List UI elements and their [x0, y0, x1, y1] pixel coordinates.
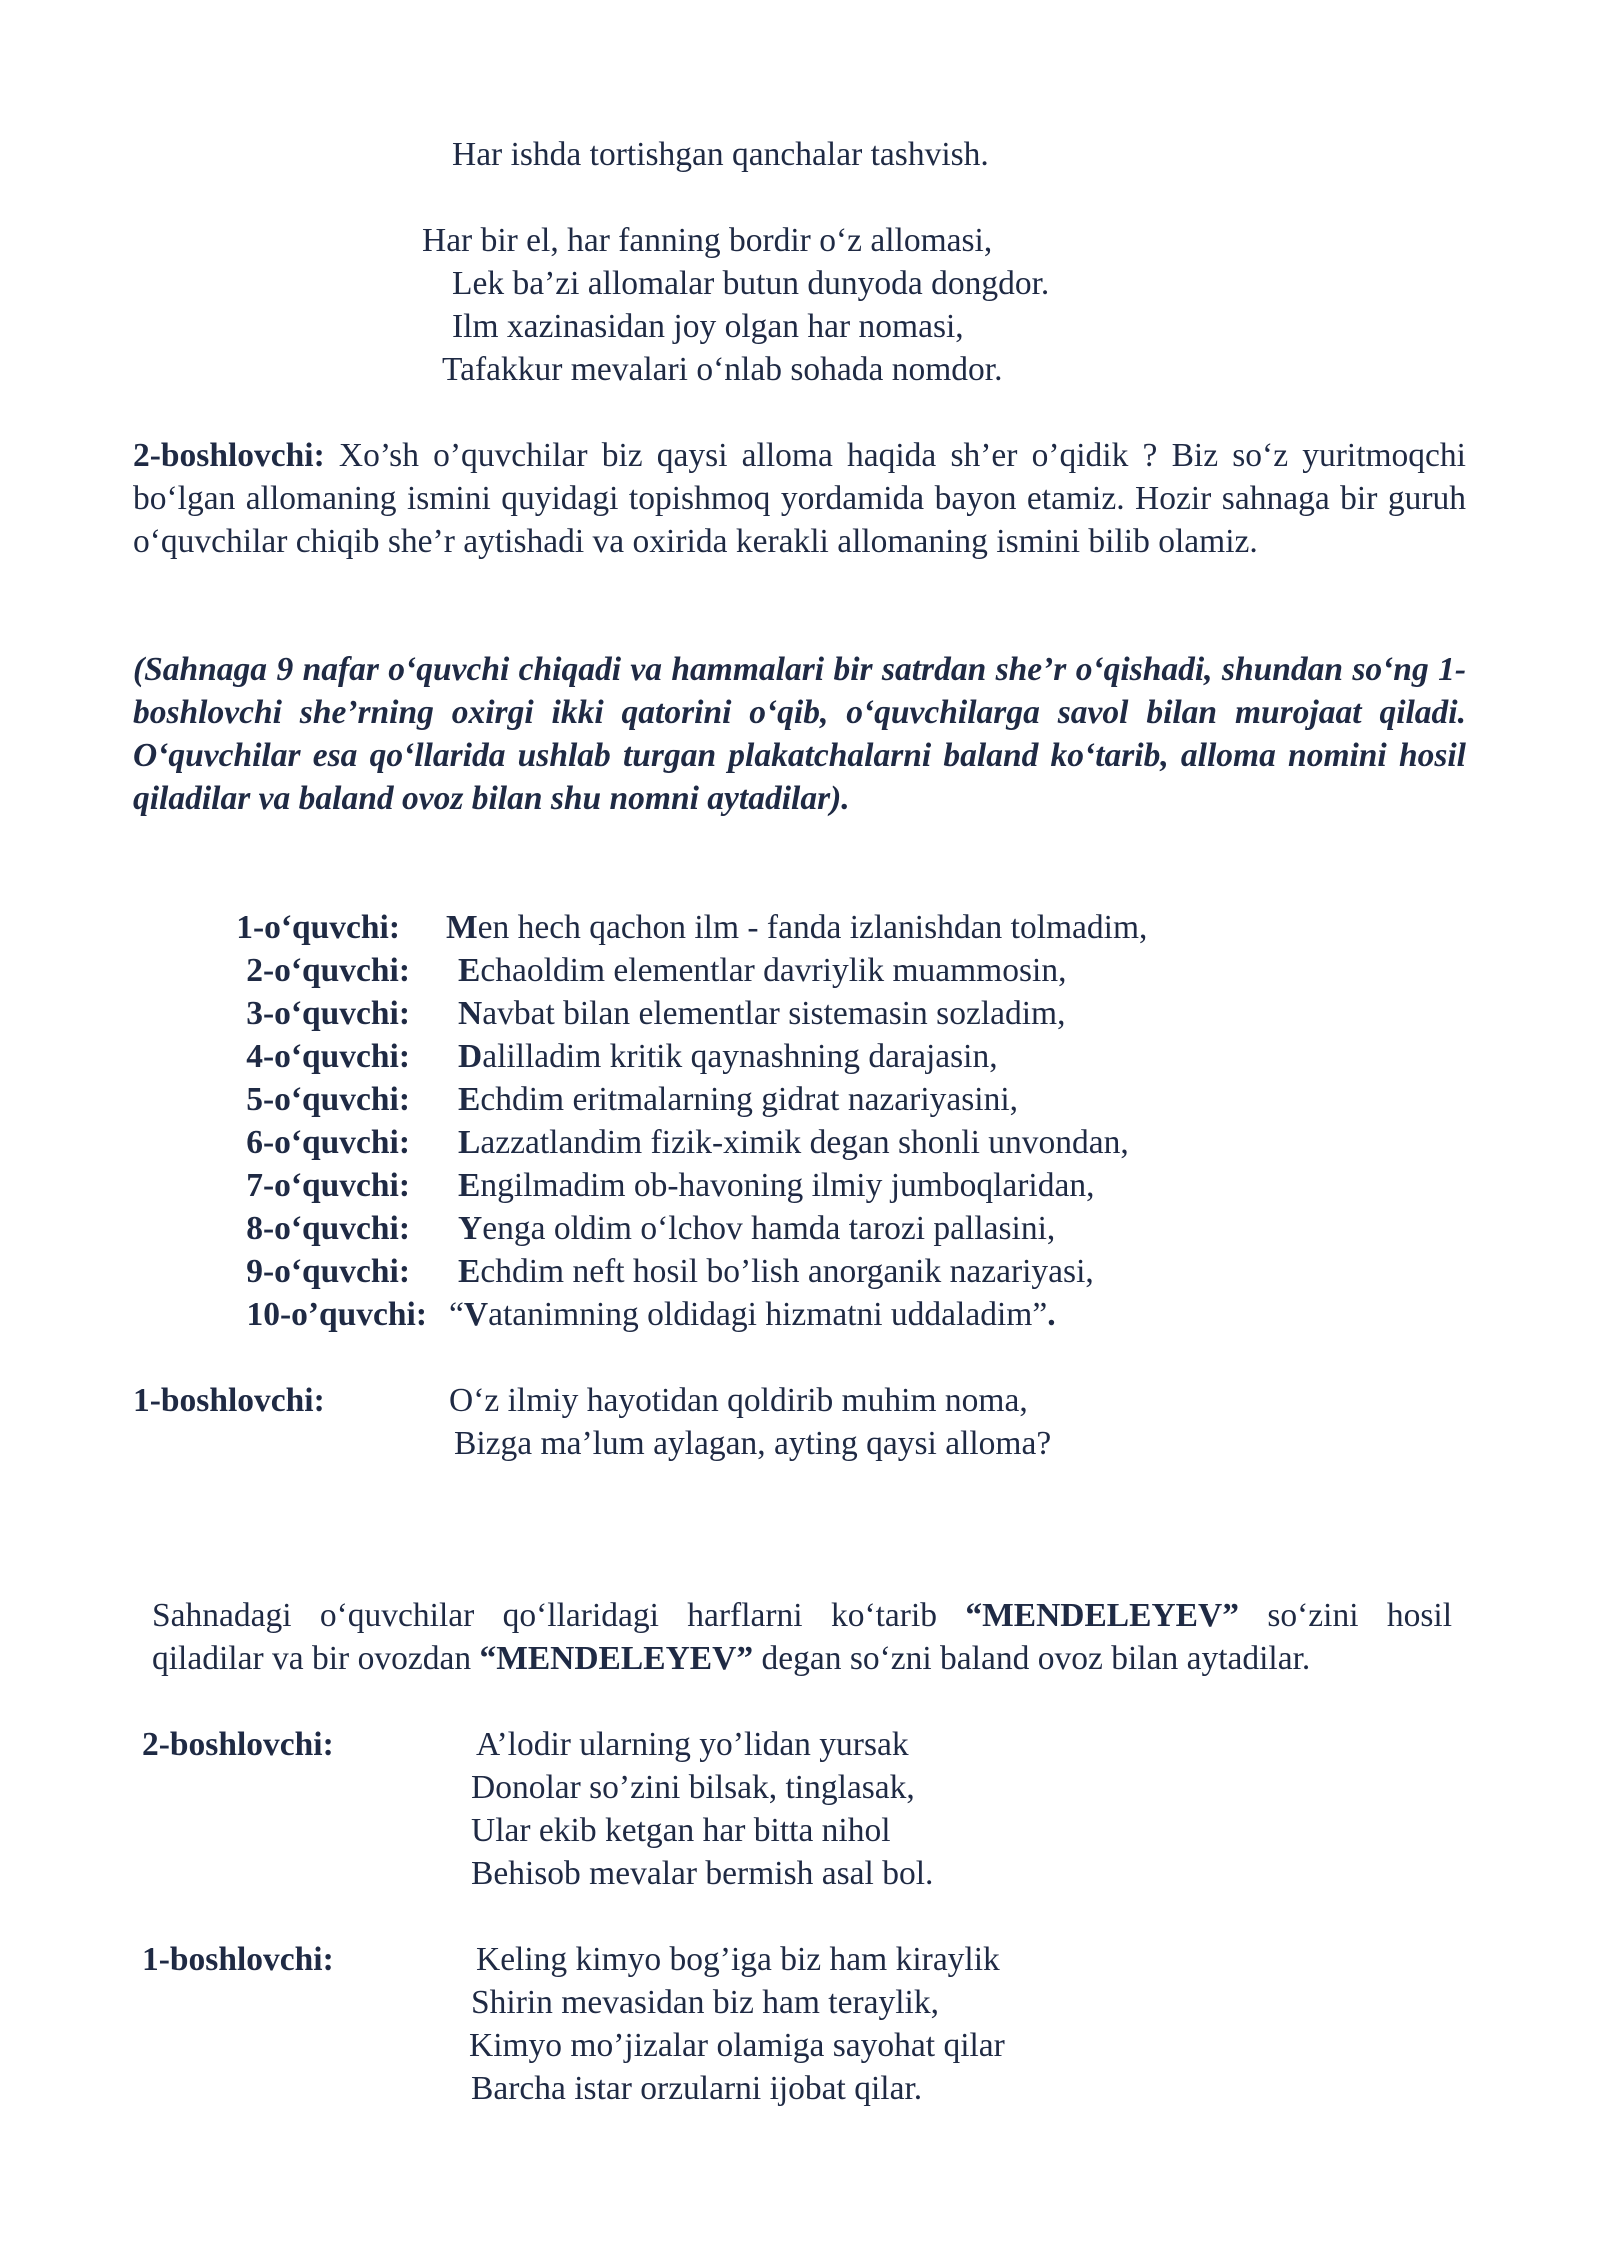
verse-line: A’lodir ularning yo’lidan yursak: [476, 1726, 909, 1763]
speaker-label: 2-boshlovchi:: [133, 437, 325, 474]
scientist-name: “MENDELEYEV”: [479, 1640, 754, 1677]
verse-line: Ular ekib ketgan har bitta nihol: [471, 1812, 891, 1849]
answer-line: [152, 1637, 1310, 1680]
acrostic-rest: azzatlandim fizik-ximik degan shonli unvondan,: [480, 1124, 1129, 1161]
acrostic-rest: chdim eritmalarning gidrat nazariyasini,: [480, 1081, 1019, 1118]
acrostic-rest: chaoldim elementlar davriylik muammosin,: [480, 952, 1067, 989]
acrostic-line: [458, 1121, 1129, 1164]
acrostic-rest: en hech qachon ilm - fanda izlanishdan tolmadim,: [477, 909, 1148, 946]
acrostic-initial: N: [458, 995, 483, 1032]
acrostic-line: [446, 906, 1147, 949]
poem-line: Lek ba’zi allomalar butun dunyoda dongdor.: [452, 265, 1050, 302]
verse-line: Keling kimyo bog’iga biz ham kiraylik: [476, 1941, 1000, 1978]
acrostic-initial: E: [458, 1081, 481, 1118]
stage-direction: (Sahnaga 9 nafar o‘quvchi chiqadi va hammalari bir satrdan she’r o‘qishadi, shundan so‘ng 1-boshlovchi she’rning oxirgi ikki qatorini o‘qib, o‘quvchilarga savol bilan murojaat qiladi. O‘quvchilar esa qo‘llarida ushlab turgan plakatchalarni baland ko‘tarib, alloma nomini hosil qiladilar va baland ovoz bilan shu nomni aytadilar).: [133, 651, 1466, 817]
acrostic-prefix: “: [449, 1296, 464, 1333]
scientist-name: “MENDELEYEV”: [965, 1597, 1239, 1634]
acrostic-rest: enga oldim o‘lchov hamda tarozi pallasini,: [482, 1210, 1056, 1247]
student-label: 8-o‘quvchi:: [246, 1210, 410, 1247]
student-label: 6-o‘quvchi:: [246, 1124, 410, 1161]
student-label: 1-o‘quvchi:: [236, 909, 400, 946]
student-label: 3-o‘quvchi:: [246, 995, 410, 1032]
verse-line: Bizga ma’lum aylagan, ayting qaysi alloma?: [454, 1425, 1052, 1462]
student-label: 9-o‘quvchi:: [246, 1253, 410, 1290]
poem-line: Har ishda tortishgan qanchalar tashvish.: [452, 136, 989, 173]
answer-line: [152, 1594, 1452, 1637]
verse-line: Donolar so’zini bilsak, tinglasak,: [471, 1769, 915, 1806]
acrostic-line: [458, 1078, 1018, 1121]
verse-line: Kimyo mo’jizalar olamiga sayohat qilar: [469, 2027, 1005, 2064]
acrostic-rest: alilladim kritik qaynashning darajasin,: [482, 1038, 998, 1075]
poem-line: Tafakkur mevalari o‘nlab sohada nomdor.: [442, 351, 1003, 388]
student-label: 10-o’quvchi:: [246, 1296, 427, 1333]
verse-line: Behisob mevalar bermish asal bol.: [471, 1855, 934, 1892]
acrostic-rest: ngilmadim ob-havoning ilmiy jumboqlaridan,: [480, 1167, 1095, 1204]
acrostic-suffix: .: [1047, 1296, 1056, 1333]
acrostic-initial: D: [458, 1038, 483, 1075]
answer-text: qiladilar va bir ovozdan: [152, 1640, 480, 1677]
acrostic-line: [458, 1164, 1094, 1207]
speaker-label: 2-boshlovchi:: [142, 1726, 334, 1763]
speaker-label: 1-boshlovchi:: [142, 1941, 334, 1978]
poem-line: Har bir el, har fanning bordir o‘z allomasi,: [422, 222, 993, 259]
acrostic-rest: atanimning oldidagi hizmatni uddaladim”: [488, 1296, 1048, 1333]
acrostic-rest: avbat bilan elementlar sistemasin sozladim,: [482, 995, 1066, 1032]
acrostic-line: [458, 1207, 1055, 1250]
acrostic-line: [458, 1250, 1094, 1293]
acrostic-initial: V: [463, 1296, 489, 1333]
student-label: 4-o‘quvchi:: [246, 1038, 410, 1075]
acrostic-initial: E: [458, 952, 481, 989]
acrostic-initial: Y: [458, 1210, 483, 1247]
acrostic-line: [458, 949, 1066, 992]
student-label: 7-o‘quvchi:: [246, 1167, 410, 1204]
acrostic-initial: E: [458, 1253, 481, 1290]
paragraph-text: Xo’sh o’quvchilar biz qaysi alloma haqida sh’er o’qidik ? Biz so‘z yuritmoqchi bo‘lgan allomaning ismini quyidagi topishmoq yordamida bayon etamiz. Hozir sahnaga bir guruh o‘quvchilar chiqib she’r aytishadi va oxirida kerakli allomaning ismini bilib olamiz.: [133, 437, 1466, 560]
acrostic-initial: M: [446, 909, 478, 946]
speaker-label: 1-boshlovchi:: [133, 1382, 325, 1419]
answer-text: Sahnadagi o‘quvchilar qo‘llaridagi harflarni ko‘tarib: [152, 1597, 966, 1634]
student-label: 2-o‘quvchi:: [246, 952, 410, 989]
verse-line: O‘z ilmiy hayotidan qoldirib muhim noma,: [449, 1382, 1028, 1419]
host-paragraph: [133, 434, 1466, 563]
verse-line: Shirin mevasidan biz ham teraylik,: [471, 1984, 939, 2021]
poem-line: Ilm xazinasidan joy olgan har nomasi,: [452, 308, 964, 345]
acrostic-line: [458, 1035, 998, 1078]
student-label: 5-o‘quvchi:: [246, 1081, 410, 1118]
acrostic-line: [458, 992, 1066, 1035]
answer-text: so‘zini hosil: [1238, 1597, 1453, 1634]
acrostic-initial: E: [458, 1167, 481, 1204]
acrostic-line: [449, 1293, 1056, 1336]
acrostic-initial: L: [458, 1124, 481, 1161]
verse-line: Barcha istar orzularni ijobat qilar.: [471, 2070, 923, 2107]
answer-text: degan so‘zni baland ovoz bilan aytadilar.: [753, 1640, 1311, 1677]
acrostic-rest: chdim neft hosil bo’lish anorganik nazariyasi,: [480, 1253, 1094, 1290]
